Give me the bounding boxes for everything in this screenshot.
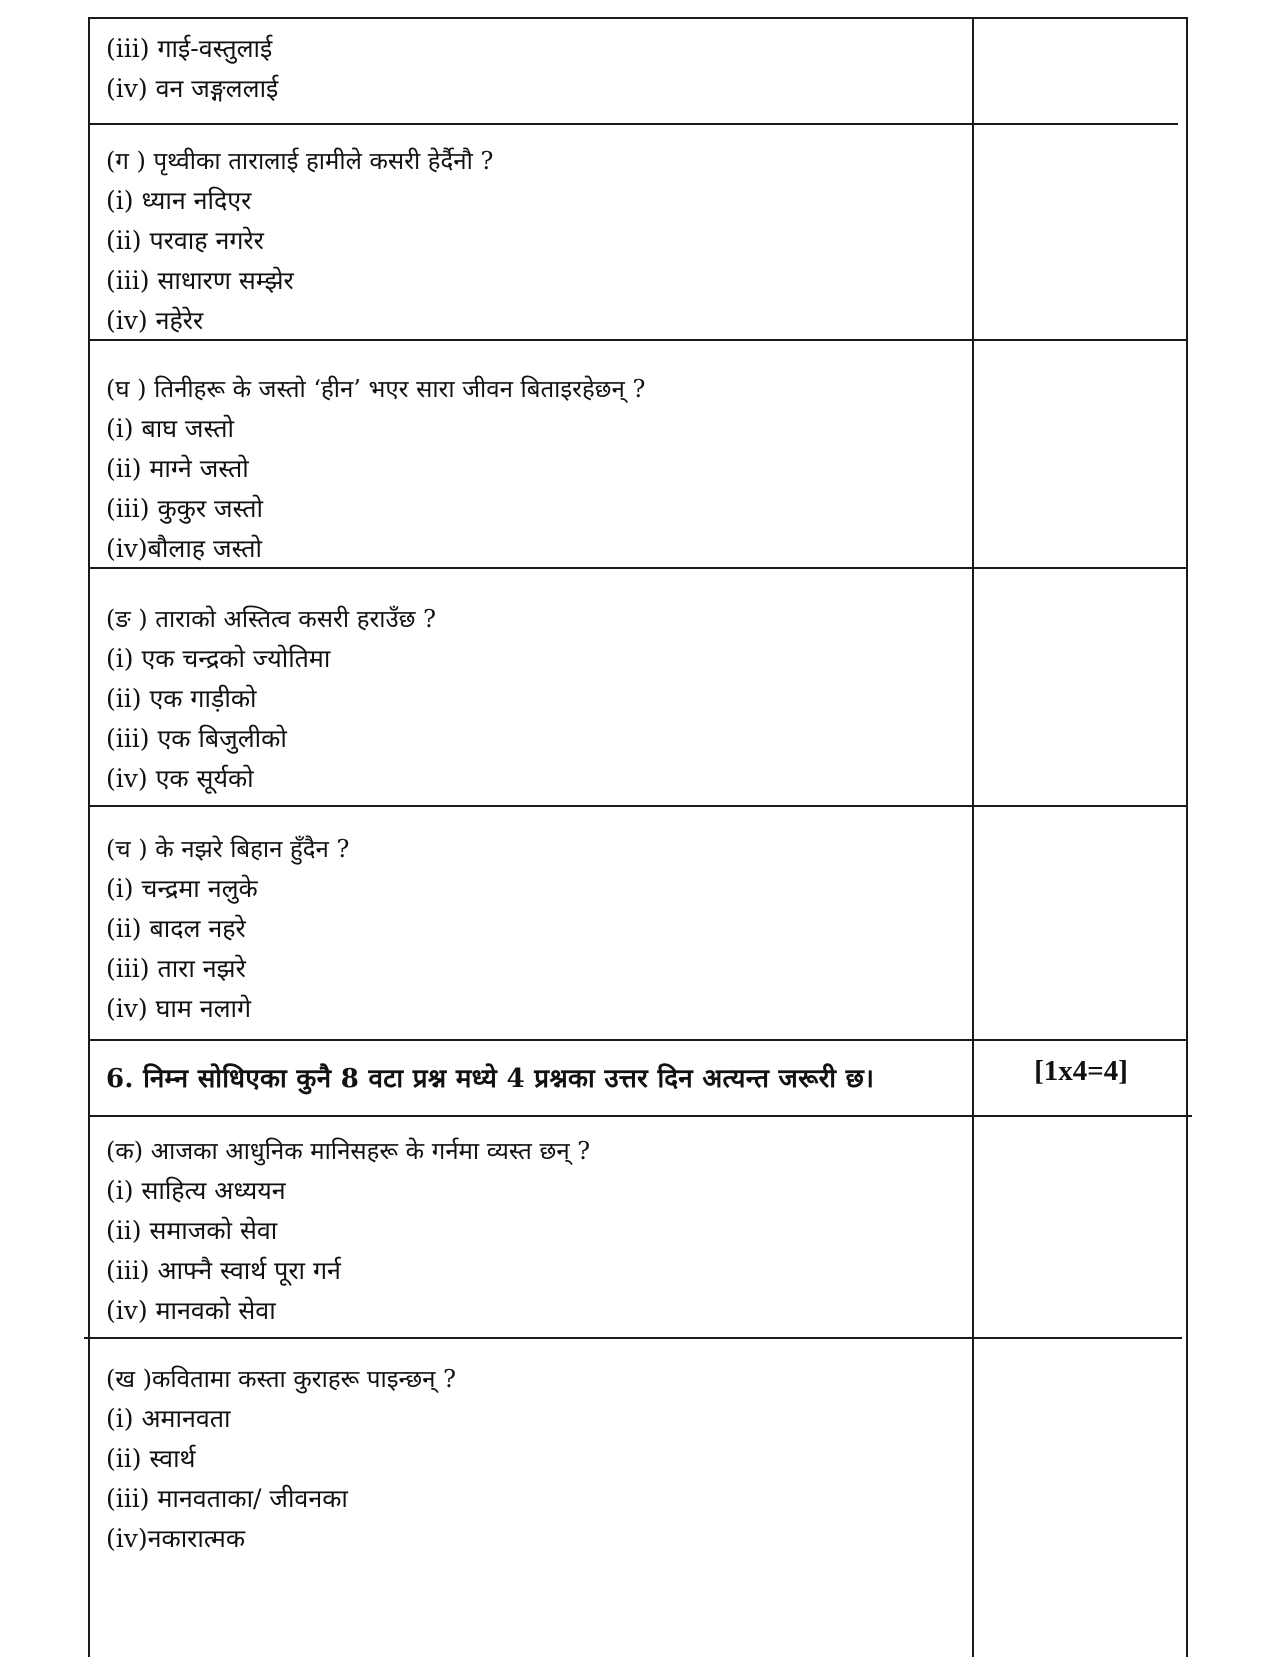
option-text: (iv) घाम नलागे [106,994,252,1023]
option-text: (ii) परवाह नगरेर [106,226,264,255]
question-block [106,1359,966,1559]
question-block [106,369,966,569]
option-text: (iv)नकारात्मक [106,1524,246,1553]
option-text: (i) चन्द्रमा नलुके [106,874,258,903]
question-text: (ङ ) ताराको अस्तित्व कसरी हराउँछ ? [106,605,436,633]
option-text: (iii) साधारण सम्झेर [106,266,294,295]
option-text: (iii) गाई-वस्तुलाई [106,34,273,63]
option-text: (iii) कुकुर जस्तो [106,494,264,523]
option-text: (ii) समाजको सेवा [106,1216,278,1245]
option-text: (iii) मानवताका/ जीवनका [106,1484,348,1513]
question-block [106,1131,966,1331]
section-heading: 6. निम्न सोधिएका कुनै 8 वटा प्रश्न मध्ये 4 प्रश्नका उत्तर दिन अत्यन्त जरूरी छ। [106,1064,875,1094]
question-text: (क) आजका आधुनिक मानिसहरू के गर्नमा व्यस्त छन् ? [106,1137,591,1165]
option-text: (i) ध्यान नदिएर [106,186,252,215]
option-text: (i) एक चन्द्रको ज्योतिमा [106,644,331,673]
option-text: (iv) मानवको सेवा [106,1296,276,1325]
row-divider [88,805,1188,807]
question-block [106,599,966,799]
question-text: (ग ) पृथ्वीका तारालाई हामीले कसरी हेर्दैनौ ? [106,147,494,175]
question-block [106,29,966,109]
question-table [88,17,1188,1657]
option-text: (iii) एक बिजुलीको [106,724,287,753]
option-text: (ii) माग्ने जस्तो [106,454,249,483]
question-text: (ख )कवितामा कस्ता कुराहरू पाइन्छन् ? [106,1365,456,1393]
option-text: (ii) स्वार्थ [106,1444,196,1473]
question-text: (च ) के नझरे बिहान हुँदैन ? [106,835,350,863]
option-text: (iii) आफ्नै स्वार्थ पूरा गर्न [106,1256,341,1285]
option-text: (iv) एक सूर्यको [106,764,254,793]
column-divider [972,19,974,1657]
option-text: (i) अमानवता [106,1404,231,1433]
option-text: (ii) एक गाड़ीको [106,684,257,713]
option-text: (iii) तारा नझरे [106,954,246,983]
option-text: (i) साहित्य अध्ययन [106,1176,286,1205]
question-text: (घ ) तिनीहरू के जस्तो ‘हीन’ भएर सारा जीवन बिताइरहेछन् ? [106,375,646,403]
row-divider [88,1115,1192,1117]
marks-allocation: [1x4=4] [1034,1055,1128,1087]
option-text: (i) बाघ जस्तो [106,414,234,443]
option-text: (ii) बादल नहरे [106,914,246,943]
option-text: (iv)बौलाह जस्तो [106,534,263,563]
row-divider [84,1337,1182,1339]
option-text: (iv) वन जङ्गललाई [106,74,279,103]
question-block [106,141,966,341]
row-divider [88,123,1178,125]
question-block [106,829,966,1029]
option-text: (iv) नहेरेर [106,306,204,335]
